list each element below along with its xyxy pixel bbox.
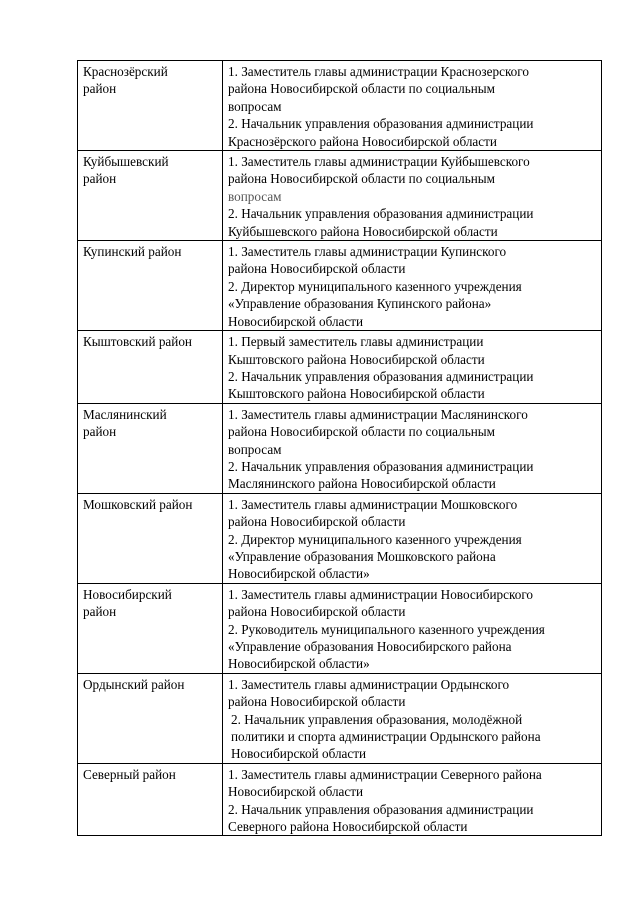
district-cell [78,151,223,241]
district-cell [78,583,223,673]
official-text: «Управление образования Новосибирского района [228,639,512,654]
district-cell [78,493,223,583]
official-text: 1. Заместитель главы администрации Краснозерского [228,64,529,79]
official-text: 1. Первый заместитель главы администрации [228,334,484,350]
district-name: район [83,604,117,620]
officials-cell [223,763,602,836]
official-text: района Новосибирской области по социальным [228,171,496,187]
table-row [78,763,602,836]
official-text: Краснозёрского района Новосибирской области [228,133,497,149]
official-text: «Управление образования Мошковского района [228,548,496,564]
official-text: района Новосибирской области по социальным [228,81,496,97]
official-text: 2. Директор муниципального казенного учреждения [228,278,522,294]
official-text: 2. Начальник управления образования, молодёжной [231,711,523,727]
officials-cell [223,673,602,763]
official-text: вопросам [228,441,282,457]
district-name: Новосибирский [83,586,172,602]
district-name: Кыштовский район [83,334,192,350]
officials-cell [223,403,602,493]
officials-cell [223,331,602,404]
table-row [78,583,602,673]
official-text: 1. Заместитель главы администрации Северного района [228,766,542,782]
district-name: район [83,171,117,187]
district-cell [78,241,223,331]
table-row [78,493,602,583]
officials-table [77,60,602,836]
officials-cell [223,61,602,151]
officials-cell [223,151,602,241]
official-text: 2. Руководитель муниципального казенного учреждения [228,621,545,637]
official-text: района Новосибирской области [228,694,406,710]
district-name: Маслянинский [83,406,167,422]
district-name: Северный район [83,766,176,782]
district-name: Купинский район [83,244,182,260]
official-text: 1. Заместитель главы администрации Ордынского [228,676,510,692]
official-text: района Новосибирской области [228,604,406,620]
official-text: Северного района Новосибирской области [228,819,468,835]
district-cell [78,61,223,151]
official-text: Новосибирской области [231,746,367,762]
official-text: Новосибирской области» [228,656,370,672]
officials-cell [223,583,602,673]
official-text: района Новосибирской области по социальным [228,424,496,440]
official-text: 2. Начальник управления образования администрации [228,368,534,384]
district-name: Мошковский район [83,496,193,512]
table-row [78,331,602,404]
table-row [78,241,602,331]
official-text: района Новосибирской области [228,261,406,277]
official-text: Куйбышевского района Новосибирской области [228,223,498,239]
district-name: Ордынский район [83,676,185,692]
table-row [78,673,602,763]
official-text: 1. Заместитель главы администрации Маслянинского [228,406,528,422]
official-text: Кыштовского района Новосибирской области [228,351,485,367]
official-text: Маслянинского района Новосибирской области [228,476,496,492]
official-text: 1. Заместитель главы администрации Купинского [228,244,507,260]
official-text: Кыштовского района Новосибирской области [228,386,485,402]
district-name: Куйбышевский [83,154,169,170]
district-name: район [83,81,117,97]
official-text: вопросам [228,188,282,204]
official-text: политики и спорта администрации Ордынского района [231,729,541,745]
district-name: Краснозёрский [83,64,168,79]
official-text: 2. Директор муниципального казенного учреждения [228,531,522,547]
officials-cell [223,241,602,331]
official-text: Новосибирской области [228,313,364,329]
official-text: Новосибирской области» [228,566,370,582]
table-row [78,151,602,241]
official-text: 1. Заместитель главы администрации Новосибирского [228,586,533,602]
officials-cell [223,493,602,583]
district-name: район [83,424,117,440]
official-text: вопросам [228,98,282,114]
district-cell [78,673,223,763]
official-text: 2. Начальник управления образования администрации [228,116,534,132]
table-body [78,61,602,836]
official-text: 2. Начальник управления образования администрации [228,801,534,817]
district-cell [78,331,223,404]
table-row [78,61,602,151]
official-text: 2. Начальник управления образования администрации [228,458,534,474]
district-cell [78,763,223,836]
official-text: 2. Начальник управления образования администрации [228,206,534,222]
district-cell [78,403,223,493]
official-text: 1. Заместитель главы администрации Куйбышевского [228,154,530,170]
table-row [78,403,602,493]
official-text: 1. Заместитель главы администрации Мошковского [228,496,518,512]
official-text: «Управление образования Купинского района» [228,296,492,312]
official-text: района Новосибирской области [228,514,406,530]
official-text: Новосибирской области [228,784,364,800]
